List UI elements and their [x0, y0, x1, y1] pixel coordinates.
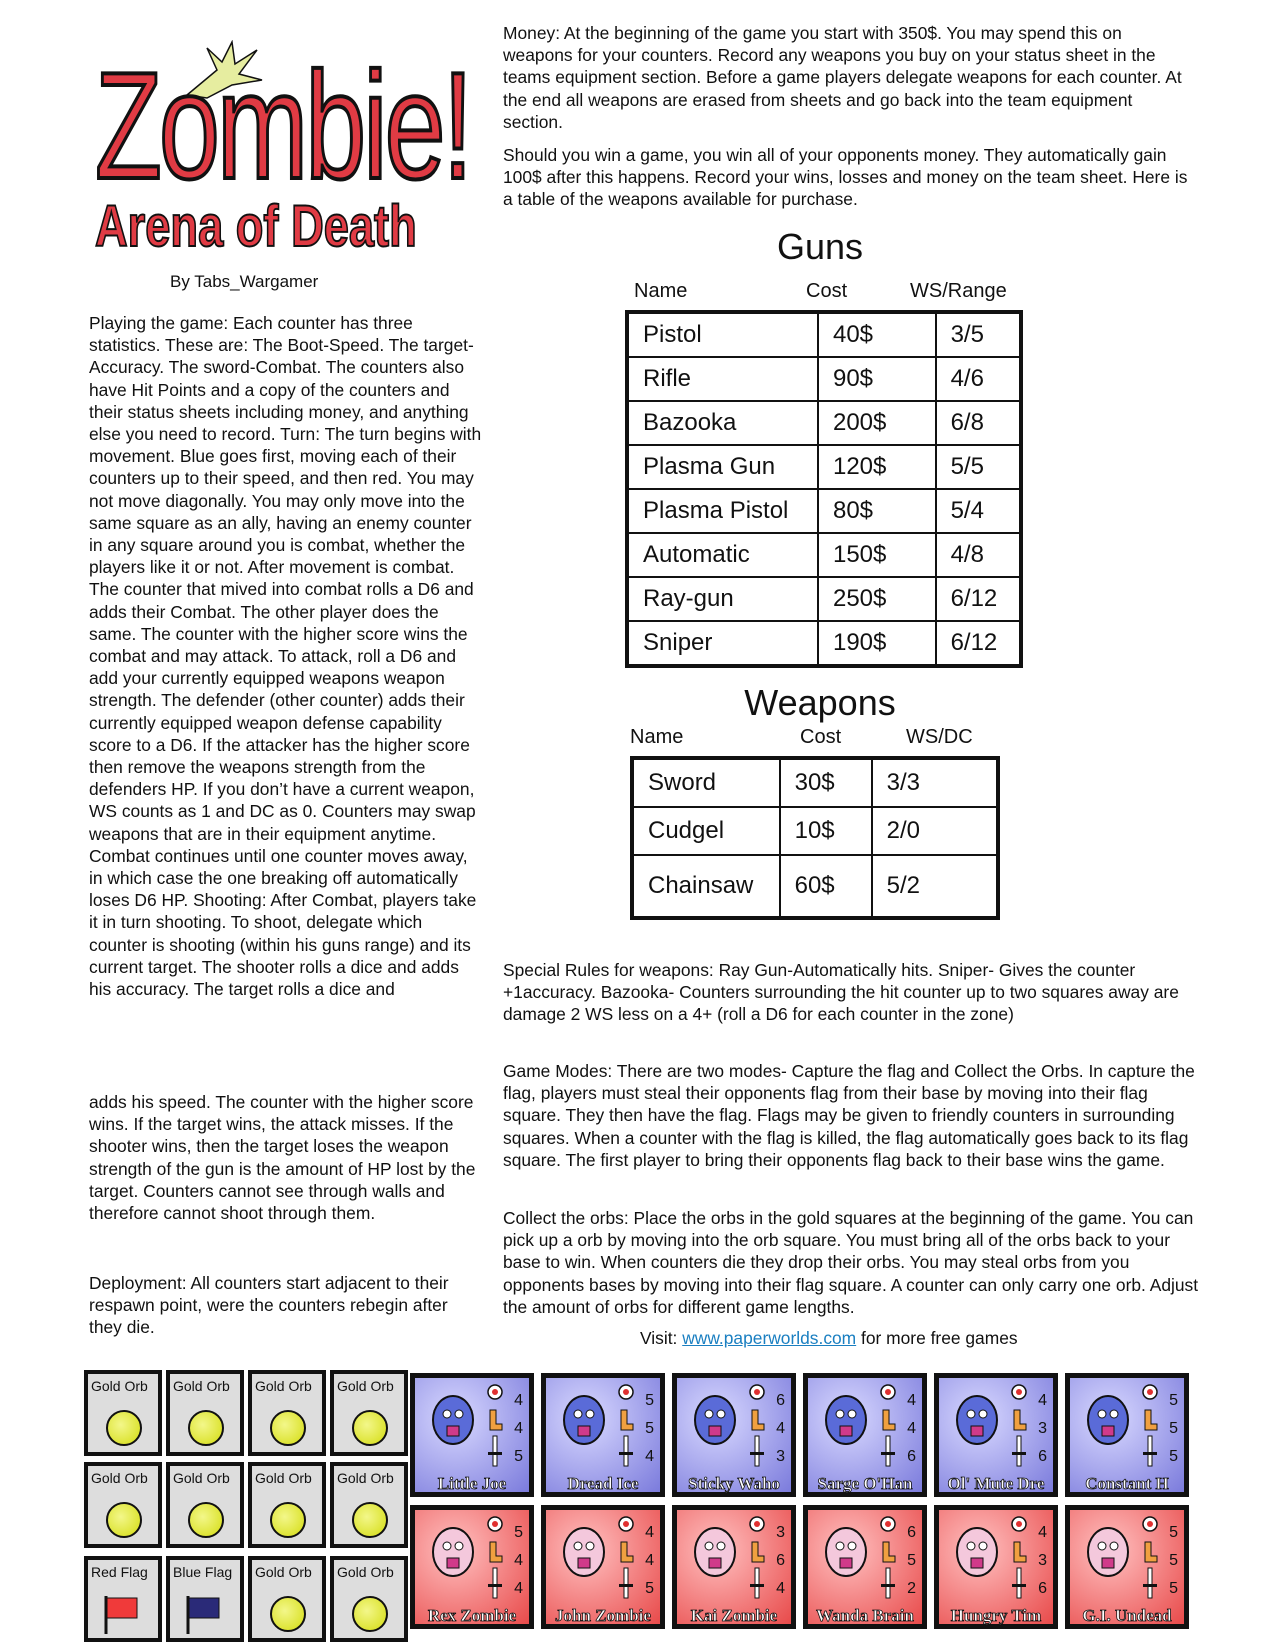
visit-line	[640, 1328, 1018, 1349]
cell: 200$	[818, 401, 936, 445]
tile-label: Gold Orb	[255, 1564, 312, 1580]
counter-stat: 6	[1038, 1580, 1047, 1597]
table-row	[627, 577, 1021, 621]
game-modes-text: Game Modes: There are two modes- Capture the flag and Collect the Orbs. In capture the flag, players must steal their opponents flag from their base by moving into their flag square. They then have the flag. Flags may be given to friendly counters in surrounding squares. When a counter with the flag is killed, the flag automatically goes back to its flag square. The first player to bring their opponents flag back to their base wins the game.	[503, 1061, 1195, 1170]
cell: 4/8	[936, 533, 1021, 577]
counter-card	[410, 1373, 534, 1497]
stat-symbols-icon	[485, 1510, 509, 1610]
counter-stat: 6	[907, 1524, 916, 1541]
tile-label: Gold Orb	[337, 1564, 394, 1580]
counter-name: Constant H	[1085, 1474, 1169, 1493]
cell: Ray-gun	[627, 577, 818, 621]
cell: 60$	[780, 855, 872, 918]
win-text: Should you win a game, you win all of your opponents money. They automatically gain 100$ after this happens. Record your wins, losses and money on the team sheet. Here is a table of the weapons available for purchase.	[503, 145, 1188, 210]
table-row	[632, 855, 998, 918]
cell: 90$	[818, 357, 936, 401]
orb-icon	[270, 1502, 306, 1538]
cell: Plasma Pistol	[627, 489, 818, 533]
cell: 250$	[818, 577, 936, 621]
byline: By Tabs_Wargamer	[170, 272, 319, 291]
collect-orbs-text: Collect the orbs: Place the orbs in the gold squares at the beginning of the game. You can pick up a orb by moving into the orb square. You must bring all of the orbs back to your base to win. When counters die they drop their orbs. You may steal orbs from you opponents bases by moving into their flag square. A counter can only carry one orb. Adjust the amount of orbs for different game lengths.	[503, 1208, 1199, 1317]
counter-stat: 5	[645, 1420, 654, 1437]
counter-card	[672, 1505, 796, 1629]
table-row	[632, 758, 998, 807]
visit-prefix: Visit:	[640, 1328, 683, 1348]
stat-symbols-icon	[747, 1510, 771, 1610]
table-row	[627, 621, 1021, 666]
table-row	[627, 533, 1021, 577]
counter-stat: 5	[514, 1448, 523, 1465]
gold-orb-tile	[248, 1370, 326, 1456]
guns-header-cost: Cost	[806, 280, 848, 302]
counter-name: Little Joe	[437, 1474, 507, 1493]
guns-header-name: Name	[634, 280, 688, 302]
tile-label: Gold Orb	[255, 1378, 312, 1394]
counter-name: G.I. Undead	[1082, 1606, 1172, 1625]
orb-icon	[188, 1410, 224, 1446]
orb-icon	[352, 1410, 388, 1446]
counter-stat: 3	[1038, 1552, 1047, 1569]
counter-name: John Zombie	[555, 1606, 651, 1625]
game-logo	[95, 40, 471, 260]
cell: 3/5	[936, 312, 1021, 357]
cell: 120$	[818, 445, 936, 489]
logo-subtitle: Arena of Death	[95, 194, 417, 259]
character-icon	[812, 1384, 882, 1462]
table-row	[627, 489, 1021, 533]
stat-symbols-icon	[1140, 1378, 1164, 1478]
counter-stat: 2	[907, 1580, 916, 1597]
counter-stat: 4	[645, 1524, 654, 1541]
tile-label: Gold Orb	[337, 1470, 394, 1486]
character-icon	[681, 1384, 751, 1462]
character-icon	[419, 1384, 489, 1462]
weapons-header-ws: WS/DC	[906, 726, 973, 748]
tile-label: Gold Orb	[91, 1470, 148, 1486]
character-icon	[681, 1516, 751, 1594]
counter-stat: 6	[776, 1552, 785, 1569]
counter-card	[410, 1505, 534, 1629]
counter-stat: 4	[1038, 1524, 1047, 1541]
counter-stat: 5	[1169, 1580, 1178, 1597]
cell: 5/5	[936, 445, 1021, 489]
rules-text: Playing the game: Each counter has three statistics. These are: The Boot-Speed. The target-Accuracy. The sword-Combat. The counters also have Hit Points and a copy of the counters and their status sheets including money, and anything else you need to record. Turn: The turn begins with movement. Blue goes first, moving each of their counters up to their speed, and then red. You may not move diagonally. You may only move into the same square as an ally, having an enemy counter in any square around you is combat, whether the players like it or not. After movement is combat. The counter that mived into combat rolls a D6 and adds their Combat. The other player does the same. The counter with the higher score wins the combat and may attack. To attack, roll a D6 and add your currently equipped weapons weapon strength. The defender (other counter) adds their currently equipped weapon defense capability score to a D6. If the attacker has the higher score then remove the weapons strength from the defenders HP. If you don’t have a current weapon, WS counts as 1 and DC as 0. Counters may swap weapons that are in their equipment anytime. Combat continues until one counter moves away, in which case the one breaking off automatically loses D6 HP. Shooting: After Combat, players take it in turn shooting. To shoot, delegate which counter is shooting (within his guns range) and its current target. The shooter rolls a dice and adds his accuracy. The target rolls a dice and	[89, 313, 482, 1000]
guns-table	[625, 310, 1023, 668]
stat-symbols-icon	[616, 1378, 640, 1478]
cell: 6/12	[936, 577, 1021, 621]
counter-stat: 6	[907, 1448, 916, 1465]
stat-symbols-icon	[747, 1378, 771, 1478]
counter-card	[541, 1505, 665, 1629]
gold-orb-tile	[248, 1556, 326, 1642]
guns-header-ws: WS/Range	[910, 280, 1007, 302]
counter-stat: 4	[907, 1420, 916, 1437]
counter-stat: 5	[1169, 1448, 1178, 1465]
gold-orb-tile	[84, 1462, 162, 1548]
stat-symbols-icon	[878, 1378, 902, 1478]
orb-icon	[270, 1596, 306, 1632]
cell: 40$	[818, 312, 936, 357]
stat-symbols-icon	[878, 1510, 902, 1610]
counter-stat: 5	[1169, 1392, 1178, 1409]
cell: Sniper	[627, 621, 818, 666]
deployment-text: Deployment: All counters start adjacent to their respawn point, were the counters rebegin after they die.	[89, 1273, 449, 1338]
counter-stat: 4	[514, 1420, 523, 1437]
rules-text-continued: adds his speed. The counter with the higher score wins. If the target wins, the attack misses. If the shooter wins, then the target loses the weapon strength of the gun is the amount of HP lost by the target. Counters cannot see through walls and therefore cannot shoot through them.	[89, 1092, 476, 1224]
counter-name: Sticky Waho	[688, 1474, 780, 1493]
counter-stat: 5	[1169, 1552, 1178, 1569]
orb-icon	[188, 1502, 224, 1538]
character-icon	[812, 1516, 882, 1594]
table-row	[627, 401, 1021, 445]
gold-orb-tile	[166, 1462, 244, 1548]
counter-name: Kai Zombie	[690, 1606, 778, 1625]
logo-title: Zombie!	[95, 41, 471, 211]
tile-label: Red Flag	[91, 1564, 148, 1580]
character-icon	[550, 1384, 620, 1462]
table-row	[627, 445, 1021, 489]
table-row	[627, 312, 1021, 357]
counter-stat: 5	[907, 1552, 916, 1569]
tile-label: Gold Orb	[255, 1470, 312, 1486]
counter-stat: 4	[645, 1552, 654, 1569]
gold-orb-tile	[330, 1556, 408, 1642]
guns-title: Guns	[776, 226, 864, 267]
special-rules-text: Special Rules for weapons: Ray Gun-Automatically hits. Sniper- Gives the counter +1accuracy. Bazooka- Counters surrounding the hit counter up to two squares away are damage 2 WS less on a 4+ (roll a D6 for each counter in the zone)	[503, 960, 1179, 1025]
counter-stat: 4	[514, 1552, 523, 1569]
cell: Chainsaw	[632, 855, 780, 918]
counter-card	[803, 1505, 927, 1629]
red-flag-icon	[102, 1594, 142, 1634]
orb-icon	[352, 1596, 388, 1632]
character-icon	[943, 1384, 1013, 1462]
cell: 6/8	[936, 401, 1021, 445]
character-icon	[943, 1516, 1013, 1594]
counter-stat: 5	[514, 1524, 523, 1541]
weapons-table	[630, 756, 1000, 920]
cell: Cudgel	[632, 807, 780, 855]
tile-label: Blue Flag	[173, 1564, 233, 1580]
counter-stat: 4	[645, 1448, 654, 1465]
weapons-header-cost: Cost	[800, 726, 842, 748]
cell: Plasma Gun	[627, 445, 818, 489]
counter-stat: 4	[514, 1392, 523, 1409]
counter-stat: 6	[776, 1392, 785, 1409]
counter-name: Rex Zombie	[427, 1606, 517, 1625]
counter-stat: 3	[776, 1448, 785, 1465]
cell: Rifle	[627, 357, 818, 401]
cell: 4/6	[936, 357, 1021, 401]
character-icon	[1074, 1516, 1144, 1594]
website-link[interactable]: www.paperworlds.com	[682, 1328, 857, 1348]
stat-symbols-icon	[616, 1510, 640, 1610]
weapons-header-name: Name	[630, 726, 684, 748]
counter-card	[934, 1505, 1058, 1629]
cell: Bazooka	[627, 401, 818, 445]
counter-stat: 5	[1169, 1420, 1178, 1437]
cell: 190$	[818, 621, 936, 666]
cell: 80$	[818, 489, 936, 533]
counter-card	[803, 1373, 927, 1497]
counter-stat: 3	[1038, 1420, 1047, 1437]
table-row	[632, 807, 998, 855]
tile-label: Gold Orb	[173, 1378, 230, 1394]
character-icon	[419, 1516, 489, 1594]
cell: 3/3	[872, 758, 998, 807]
orb-icon	[106, 1410, 142, 1446]
counter-card	[672, 1373, 796, 1497]
gold-orb-tile	[84, 1370, 162, 1456]
red-flag-tile	[84, 1556, 162, 1642]
cell: Pistol	[627, 312, 818, 357]
counter-stat: 5	[1169, 1524, 1178, 1541]
visit-suffix: for more free games	[856, 1328, 1018, 1348]
table-row	[627, 357, 1021, 401]
cell: Sword	[632, 758, 780, 807]
weapons-title: Weapons	[744, 682, 896, 723]
counter-name: Sarge O'Han	[817, 1474, 913, 1493]
money-text: Money: At the beginning of the game you start with 350$. You may spend this on weapons for your counters. Record any weapons you buy on your status sheet in the teams equipment section. Before a game players delegate weapons for each counter. At the end all weapons are erased from sheets and go back into the team equipment section.	[503, 23, 1182, 132]
cell: 5/4	[936, 489, 1021, 533]
character-icon	[1074, 1384, 1144, 1462]
counter-stat: 5	[645, 1580, 654, 1597]
counter-stat: 6	[1038, 1448, 1047, 1465]
counter-name: Ol' Mute Dre	[947, 1474, 1045, 1493]
orb-icon	[270, 1410, 306, 1446]
gold-orb-tile	[248, 1462, 326, 1548]
character-icon	[550, 1516, 620, 1594]
counter-card	[1065, 1505, 1189, 1629]
stat-symbols-icon	[1009, 1378, 1033, 1478]
gold-orb-tile	[330, 1462, 408, 1548]
counter-stat: 4	[776, 1580, 785, 1597]
tile-label: Gold Orb	[91, 1378, 148, 1394]
counter-name: Hungry Tim	[950, 1606, 1042, 1625]
counter-card	[934, 1373, 1058, 1497]
orb-icon	[352, 1502, 388, 1538]
tile-label: Gold Orb	[173, 1470, 230, 1486]
blue-flag-icon	[184, 1594, 224, 1634]
cell: 150$	[818, 533, 936, 577]
gold-orb-tile	[166, 1370, 244, 1456]
counter-stat: 4	[907, 1392, 916, 1409]
blue-flag-tile	[166, 1556, 244, 1642]
counter-card	[1065, 1373, 1189, 1497]
cell: 30$	[780, 758, 872, 807]
orb-icon	[106, 1502, 142, 1538]
tile-label: Gold Orb	[337, 1378, 394, 1394]
cell: 2/0	[872, 807, 998, 855]
stat-symbols-icon	[1009, 1510, 1033, 1610]
counter-stat: 4	[514, 1580, 523, 1597]
stat-symbols-icon	[485, 1378, 509, 1478]
gold-orb-tile	[330, 1370, 408, 1456]
counter-stat: 4	[776, 1420, 785, 1437]
cell: Automatic	[627, 533, 818, 577]
counter-name: Wanda Brain	[816, 1606, 914, 1625]
cell: 10$	[780, 807, 872, 855]
counter-stat: 4	[1038, 1392, 1047, 1409]
counter-stat: 3	[776, 1524, 785, 1541]
counter-stat: 5	[645, 1392, 654, 1409]
counter-name: Dread Ice	[567, 1474, 639, 1493]
cell: 6/12	[936, 621, 1021, 666]
counter-card	[541, 1373, 665, 1497]
cell: 5/2	[872, 855, 998, 918]
stat-symbols-icon	[1140, 1510, 1164, 1610]
